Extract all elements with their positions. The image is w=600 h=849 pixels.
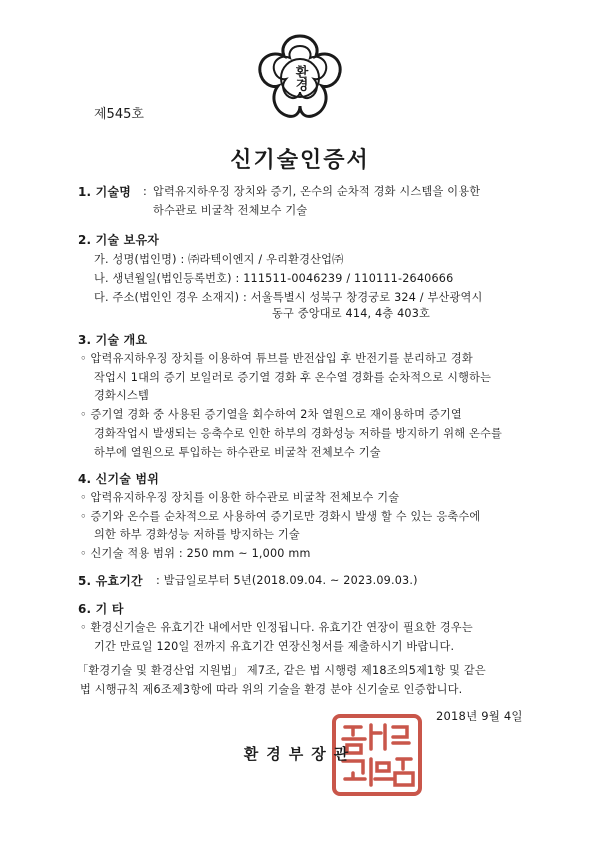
emblem-text: 환경 xyxy=(292,65,308,91)
section-6-head: 6. 기 타 xyxy=(78,602,124,616)
scope-line2: ◦ 증기와 온수를 순차적으로 사용하여 증기로만 경화시 발생 할 수 있는 응축수에 xyxy=(80,510,481,523)
section-3-head: 3. 기술 개요 xyxy=(78,333,148,347)
section-4-head: 4. 신기술 범위 xyxy=(78,472,160,486)
note-line1: ◦ 환경신기술은 유효기간 내에서만 인정됩니다. 유효기간 연장이 필요한 경우는 xyxy=(80,621,473,634)
ministry-emblem-icon xyxy=(254,32,346,124)
page-title: 신기술인증서 xyxy=(230,148,370,173)
overview-line4: ◦ 증기열 경화 중 사용된 증기열을 회수하여 2차 열원으로 재이용하며 증기열 xyxy=(80,408,462,421)
scope-line4: ◦ 신기술 적용 범위 : 250 mm ~ 1,000 mm xyxy=(80,547,311,560)
legal-line1: 「환경기술 및 환경산업 지원법」 제7조, 같은 법 시행령 제18조의5제1항 및 같은 xyxy=(77,664,486,677)
certificate-number: 제545호 xyxy=(94,107,144,122)
note-line2: 기간 만료일 120일 전까지 유효기간 연장신청서를 제출하시기 바랍니다. xyxy=(94,640,455,653)
overview-line3: 경화시스템 xyxy=(94,389,150,402)
holder-name: 가. 성명(법인명) : ㈜라텍이엔지 / 우리환경산업㈜ xyxy=(94,253,344,266)
section-1-line1: 압력유지하우징 장치와 증기, 온수의 순차적 경화 시스템을 이용한 xyxy=(153,185,481,198)
overview-line1: ◦ 압력유지하우징 장치를 이용하여 튜브를 반전삽입 후 반전기를 분리하고 경화 xyxy=(80,352,473,365)
issue-date: 2018년 9월 4일 xyxy=(436,709,523,723)
signature-title: 환경부장관 xyxy=(243,745,357,763)
scope-line3: 의한 하부 경화성능 저하를 방지하는 기술 xyxy=(94,528,300,541)
holder-address-line2: 동구 중앙대로 414, 4층 403호 xyxy=(272,307,431,320)
legal-line2: 법 시행규칙 제6조제3항에 따라 위의 기술을 환경 분야 신기술로 인증합니다. xyxy=(80,683,463,696)
overview-line5: 경화작업시 발생되는 응축수로 인한 하부의 경화성능 저하를 방지하기 위해 온수를 xyxy=(94,427,503,440)
holder-address-line1: 다. 주소(법인인 경우 소재지) : 서울특별시 성북구 창경궁로 324 / 부산광역시 xyxy=(94,291,483,304)
overview-line6: 하부에 열원으로 투입하는 하수관로 비굴착 전체보수 기술 xyxy=(94,446,381,459)
holder-reg-number: 나. 생년월일(법인등록번호) : 111511-0046239 / 110111-2640666 xyxy=(94,272,454,285)
scope-line1: ◦ 압력유지하우징 장치를 이용한 하수관로 비굴착 전체보수 기술 xyxy=(80,491,400,504)
section-5-head: 5. 유효기간 xyxy=(78,574,143,588)
section-1-sep: : xyxy=(143,185,147,198)
section-1-line2: 하수관로 비굴착 전체보수 기술 xyxy=(153,204,308,217)
validity-text: : 발급일로부터 5년(2018.09.04. ~ 2023.09.03.) xyxy=(156,574,418,587)
section-2-head: 2. 기술 보유자 xyxy=(78,233,160,247)
section-1-head: 1. 기술명 xyxy=(78,185,132,199)
overview-line2: 작업시 1대의 증기 보일러로 증기열 경화 후 온수열 경화를 순차적으로 시행하는 xyxy=(94,371,492,384)
